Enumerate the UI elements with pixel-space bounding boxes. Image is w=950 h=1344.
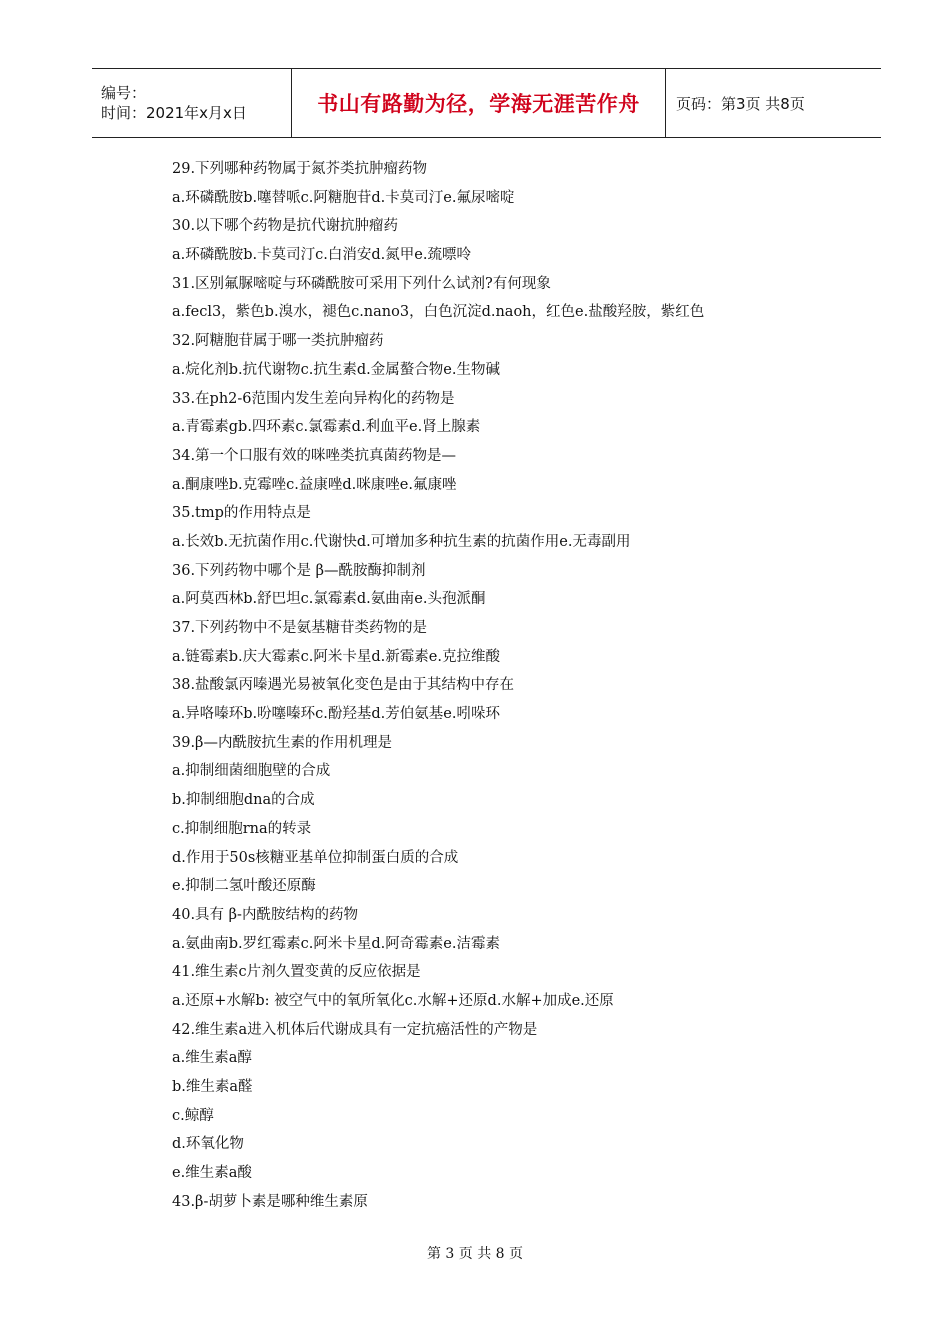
text-line: 34.第一个口服有效的咪唑类抗真菌药物是—: [172, 447, 457, 464]
text-line: a.烷化剂b.抗代谢物c.抗生素d.金属螯合物e.生物碱: [172, 361, 500, 378]
text-line: 29.下列哪种药物属于氮芥类抗肿瘤药物: [172, 161, 428, 177]
text-line: d.作用于50s核糖亚基单位抑制蛋白质的合成: [172, 849, 459, 866]
text-line: a.还原+水解b: 被空气中的氧所氧化c.水解+还原d.水解+加成e.还原: [172, 992, 614, 1009]
text-line: a.链霉素b.庆大霉素c.阿米卡星d.新霉素e.克拉维酸: [172, 648, 500, 665]
text-line: 36.下列药物中哪个是 β—酰胺酶抑制剂: [172, 562, 426, 579]
text-line: 33.在ph2-6范围内发生差向异构化的药物是: [172, 390, 455, 407]
text-line: a.长效b.无抗菌作用c.代谢快d.可增加多种抗生素的抗菌作用e.无毒副用: [172, 533, 631, 550]
text-line: 42.维生素a进入机体后代谢成具有一定抗癌活性的产物是: [172, 1021, 538, 1038]
header-meta: [92, 69, 292, 137]
text-line: 39.β—内酰胺抗生素的作用机理是: [172, 734, 392, 751]
text-line: d.环氧化物: [172, 1136, 244, 1153]
time-label: 时间：2021年x月x日: [101, 104, 247, 122]
text-line: 40.具有 β-内酰胺结构的药物: [172, 906, 358, 923]
text-line: b.抑制细胞dna的合成: [172, 792, 315, 809]
text-line: 41.维生素c片剂久置变黄的反应依据是: [172, 964, 421, 981]
text-line: a.异咯嗪环b.吩噻嗪环c.酚羟基d.芳伯氨基e.吲哚环: [172, 706, 500, 723]
text-line: c.鲸醇: [172, 1107, 214, 1124]
text-line: 30.以下哪个药物是抗代谢抗肿瘤药: [172, 218, 399, 235]
text-line: c.抑制细胞rna的转录: [172, 820, 312, 837]
text-line: 31.区别氟脲嘧啶与环磷酰胺可采用下列什么试剂?有何现象: [172, 275, 551, 292]
header-motto: 书山有路勤为径，学海无涯苦作舟: [292, 69, 666, 137]
text-line: 38.盐酸氯丙嗪遇光易被氧化变色是由于其结构中存在: [172, 677, 515, 694]
page-footer: 第 3 页 共 8 页: [426, 1246, 524, 1262]
number-label: 编号：: [101, 84, 147, 102]
text-line: 35.tmp的作用特点是: [172, 505, 311, 522]
text-line: a.阿莫西林b.舒巴坦c.氯霉素d.氨曲南e.头孢派酮: [172, 591, 486, 608]
text-line: a.环磷酰胺b.卡莫司汀c.白消安d.氮甲e.巯嘌呤: [172, 247, 471, 264]
text-line: 37.下列药物中不是氨基糖苷类药物的是: [172, 620, 428, 636]
text-line: b.维生素a醛: [172, 1079, 253, 1095]
text-line: a.fecl3，紫色b.溴水，褪色c.nano3，白色沉淀d.naoh，红色e.盐酸羟胺，紫红色: [172, 304, 705, 321]
header-page-label: 页码：第3页 共8页: [676, 94, 805, 113]
document-body: [172, 155, 872, 1216]
text-line: a.抑制细菌细胞壁的合成: [172, 763, 331, 780]
page-header: [92, 68, 881, 138]
text-line: 43.β-胡萝卜素是哪种维生素原: [172, 1193, 368, 1210]
text-line: a.青霉素gb.四环素c.氯霉素d.利血平e.肾上腺素: [172, 419, 481, 436]
text-line: 32.阿糖胞苷属于哪一类抗肿瘤药: [172, 333, 384, 350]
text-line: e.抑制二氢叶酸还原酶: [172, 878, 316, 895]
text-line: a.维生素a醇: [172, 1050, 252, 1067]
text-line: a.酮康唑b.克霉唑c.益康唑d.咪康唑e.氟康唑: [172, 476, 457, 493]
text-line: a.环磷酰胺b.噻替哌c.阿糖胞苷d.卡莫司汀e.氟尿嘧啶: [172, 189, 515, 206]
text-line: a.氨曲南b.罗红霉素c.阿米卡星d.阿奇霉素e.洁霉素: [172, 935, 500, 952]
text-line: e.维生素a酸: [172, 1165, 252, 1182]
